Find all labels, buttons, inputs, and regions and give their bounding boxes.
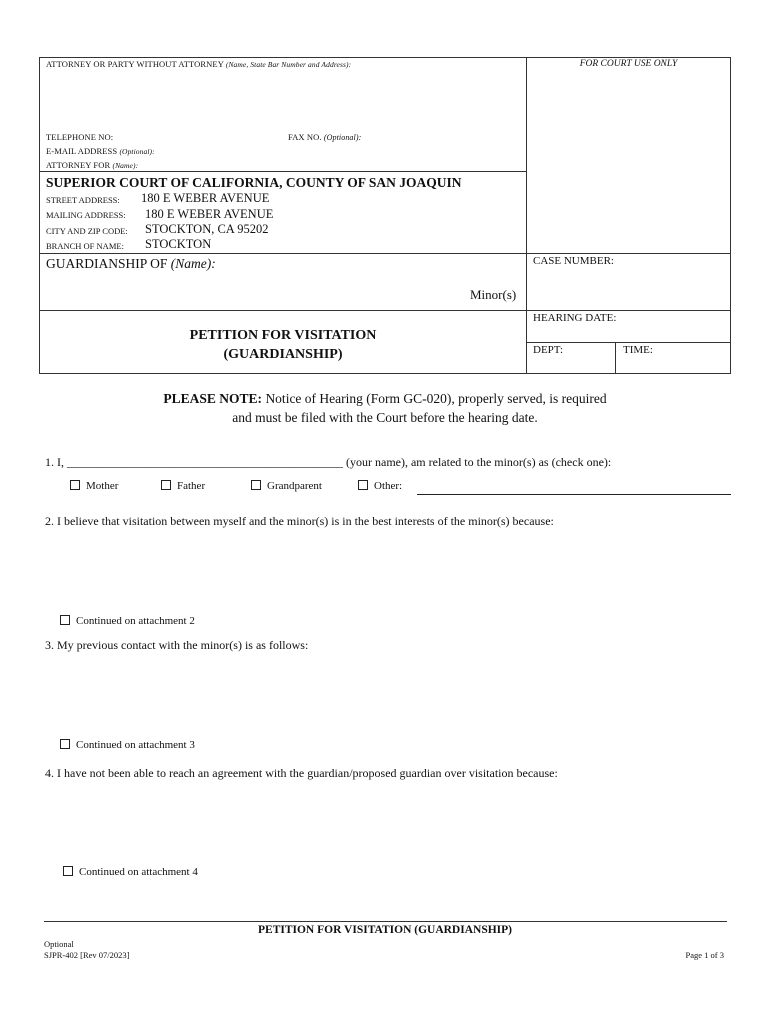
form-title-line1: PETITION FOR VISITATION [189,328,377,343]
item2-continued-checkbox[interactable] [60,615,70,625]
minors-divider [39,310,527,311]
form-title-line2: (GUARDIANSHIP) [223,347,343,362]
email-label-row [46,146,155,156]
item2-continued-label: Continued on attachment 2 [76,615,195,627]
option-father[interactable] [161,480,205,492]
mother-checkbox[interactable] [70,480,80,490]
option-mother[interactable] [70,480,118,492]
attorney-for-hint: (Name): [112,161,139,170]
other-label: Other: [374,480,403,492]
footer-page-number: Page 1 of 3 [685,950,724,960]
case-number-label: CASE NUMBER: [533,255,614,267]
street-address-value: 180 E WEBER AVENUE [141,191,270,205]
option-grandparent[interactable] [251,480,322,492]
attorney-label: ATTORNEY OR PARTY WITHOUT ATTORNEY [46,59,224,69]
fax-hint: (Optional): [323,133,362,142]
attorney-for-label: ATTORNEY FOR [46,160,111,170]
guardianship-hint: (Name): [170,256,216,271]
item3-text: 3. My previous contact with the minor(s) is as follows: [45,638,309,652]
guardianship-label: GUARDIANSHIP OF [46,256,168,271]
fax-label-row [288,132,361,142]
footer-optional: Optional [44,939,74,949]
dept-label: DEPT: [533,344,564,356]
other-checkbox[interactable] [358,480,368,490]
footer-rule [44,921,727,922]
item4-continued-label: Continued on attachment 4 [79,866,198,878]
dept-time-divider [615,342,616,374]
please-note-line1 [0,389,770,408]
father-label: Father [177,480,206,492]
item3-continued-checkbox[interactable] [60,739,70,749]
guardianship-of-row [46,256,216,272]
mailing-address-value: 180 E WEBER AVENUE [145,207,274,221]
fax-label: FAX NO. [288,132,322,142]
item4-continued[interactable] [63,866,198,878]
please-note-line2: and must be filed with the Court before the hearing date. [232,410,538,425]
attorney-for-label-row [46,160,138,170]
other-text-line[interactable] [417,494,731,495]
branch-name-label: BRANCH OF NAME: [46,241,124,251]
hearing-date-divider [526,342,731,343]
mailing-address-label: MAILING ADDRESS: [46,210,126,220]
attorney-hint: (Name, State Bar Number and Address): [225,60,352,69]
item2-text: 2. I believe that visitation between myself and the minor(s) is in the best interests of the minor(s) because: [45,514,554,528]
item1-text: 1. I, ______________________________________________ (your name), am related to the minor(s) as (check one): [45,455,612,469]
please-note-text1: Notice of Hearing (Form GC-020), properly served, is required [262,391,607,406]
item3-continued[interactable] [60,739,195,751]
footer-title: PETITION FOR VISITATION (GUARDIANSHIP) [258,924,512,936]
item4-continued-checkbox[interactable] [63,866,73,876]
court-use-label: FOR COURT USE ONLY [579,59,678,69]
court-name: SUPERIOR COURT OF CALIFORNIA, COUNTY OF SAN JOAQUIN [46,175,462,190]
item2-continued[interactable] [60,615,195,627]
mother-label: Mother [86,480,119,492]
please-note-label: PLEASE NOTE: [163,391,263,406]
item4-text: 4. I have not been able to reach an agreement with the guardian/proposed guardian over visitation because: [45,766,558,780]
item3-continued-label: Continued on attachment 3 [76,739,195,751]
court-use-box [526,57,731,254]
court-name-divider [39,171,527,172]
street-address-label: STREET ADDRESS: [46,195,120,205]
time-label: TIME: [623,344,653,356]
telephone-label: TELEPHONE NO: [46,132,114,142]
city-zip-value: STOCKTON, CA 95202 [145,222,269,236]
email-label: E-MAIL ADDRESS [46,146,118,156]
attorney-label-row [46,59,351,69]
father-checkbox[interactable] [161,480,171,490]
minors-label: Minor(s) [470,287,517,302]
branch-name-value: STOCKTON [145,237,212,251]
city-zip-label: CITY AND ZIP CODE: [46,226,128,236]
case-number-divider [526,310,731,311]
please-note [0,389,770,427]
grandparent-label: Grandparent [267,480,322,492]
grandparent-checkbox[interactable] [251,480,261,490]
email-hint: (Optional): [119,147,155,156]
option-other[interactable] [358,480,402,492]
footer-form-id: SJPR-402 [Rev 07/2023] [44,950,130,960]
hearing-date-label: HEARING DATE: [533,312,617,324]
